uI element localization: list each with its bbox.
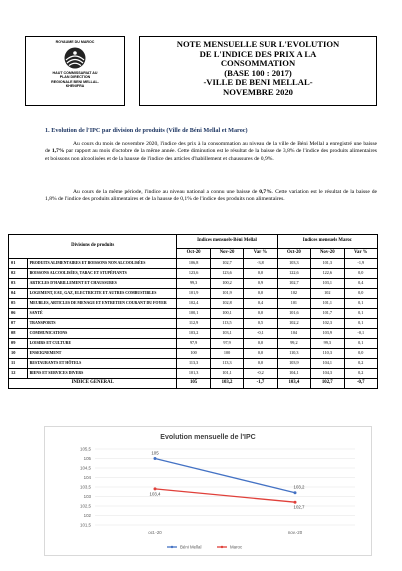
index-value: 0,2	[344, 359, 378, 369]
group-beni-mellal: Indices mensuels-Béni Mellal	[177, 235, 277, 249]
index-value: 113,5	[210, 319, 243, 329]
index-value: 0,0	[244, 269, 277, 279]
index-value: -0,1	[244, 329, 277, 339]
index-value: 101,1	[311, 299, 344, 309]
y-tick-label: 102	[83, 513, 91, 519]
table-row	[9, 349, 378, 359]
index-value: 113,3	[177, 359, 210, 369]
group-maroc: Indices mensuels Maroc	[277, 235, 377, 249]
table-row	[9, 279, 378, 289]
index-value: 100	[210, 349, 243, 359]
data-point	[294, 501, 297, 504]
index-value: 0,1	[344, 319, 378, 329]
total-value: -1,7	[244, 379, 277, 389]
index-value: 103,1	[311, 279, 344, 289]
y-tick-label: 105,5	[80, 446, 91, 452]
division-code: 12	[9, 369, 28, 379]
division-code: 09	[9, 339, 28, 349]
table-row	[9, 339, 378, 349]
index-value: 0,4	[244, 299, 277, 309]
index-value: 0,0	[244, 289, 277, 299]
index-value: 0,0	[344, 269, 378, 279]
division-code: 07	[9, 319, 28, 329]
index-value: 97,9	[210, 339, 243, 349]
y-tick-label: 104	[83, 475, 91, 481]
chart-title: Evolution mensuelle de l'IPC	[160, 434, 256, 441]
ipc-chart-svg	[45, 427, 371, 555]
index-value: 104,3	[311, 369, 344, 379]
data-label: 103,4	[149, 491, 161, 497]
index-value: 122,6	[277, 269, 310, 279]
division-label: TRANSPORTS	[27, 319, 177, 329]
data-label: 102,7	[293, 504, 305, 510]
index-value: 0,5	[244, 319, 277, 329]
y-tick-label: 101,5	[80, 522, 91, 528]
index-value: 123,6	[210, 269, 243, 279]
data-label: 103,2	[293, 484, 305, 490]
index-value: 0,0	[244, 309, 277, 319]
index-value: 110,3	[311, 349, 344, 359]
ipc-chart	[44, 426, 372, 556]
index-value: 100,1	[177, 309, 210, 319]
index-value: 0,4	[344, 279, 378, 289]
document-header	[25, 36, 377, 106]
division-label: BIENS ET SERVICES DIVERS	[27, 369, 177, 379]
index-value: 100	[177, 349, 210, 359]
total-value: -0,7	[344, 379, 378, 389]
division-label: SANTÉ	[27, 309, 177, 319]
sub-header: Nov-20	[311, 249, 344, 259]
index-value: 101,3	[177, 369, 210, 379]
y-tick-label: 105	[83, 456, 91, 462]
index-value: 102,8	[210, 299, 243, 309]
table-row	[9, 359, 378, 369]
y-tick-label: 102,5	[80, 503, 91, 509]
index-value: 0,0	[244, 339, 277, 349]
table-row	[9, 259, 378, 269]
data-point	[154, 487, 157, 490]
org-line-4: KHENIFRA	[65, 83, 85, 88]
index-value: 122,6	[311, 269, 344, 279]
division-code: 11	[9, 359, 28, 369]
index-value: -3,8	[244, 259, 277, 269]
index-value: 101,9	[177, 289, 210, 299]
org-country: ROYAUME DU MAROC	[55, 40, 95, 44]
y-tick-label: 103,5	[80, 484, 91, 490]
title-line-2: DE L'INDICE DES PRIX A LA	[199, 48, 317, 59]
title-line-1: NOTE MENSUELLE SUR L'EVOLUTION	[176, 39, 340, 49]
index-value: -1,9	[344, 259, 378, 269]
sub-header: Oct-20	[177, 249, 210, 259]
p1-text-start: Au cours du mois de novembre 2020, l'indice des prix à la consommation au niveau de la ville de Béni Mellal a enregistré une baisse de	[45, 141, 377, 155]
org-line-3: REGIONALE BENI MELLAL-	[51, 79, 99, 84]
index-value: 104,1	[277, 369, 310, 379]
x-tick-label: oct.-20	[148, 530, 162, 535]
index-value: 0,1	[344, 309, 378, 319]
table-row	[9, 299, 378, 309]
index-value: 103,3	[277, 259, 310, 269]
index-value: 99,3	[177, 279, 210, 289]
index-value: 99,3	[311, 339, 344, 349]
table-row-total	[9, 379, 378, 389]
col-divisions: Divisions de produits	[9, 235, 177, 259]
index-value: 102,7	[277, 279, 310, 289]
index-value: 0,2	[344, 369, 378, 379]
legend-label: Maroc	[230, 544, 243, 550]
org-line-2: PLAN DIRECTION	[59, 75, 91, 80]
note-title	[139, 36, 377, 106]
p2-text-start: Au cours de la même période, l'indice au niveau national a connu une baisse de	[73, 189, 260, 195]
index-value: 100,2	[210, 279, 243, 289]
table-row	[9, 289, 378, 299]
p1-bold-value: 1,7%	[51, 148, 65, 155]
index-value: 110,3	[277, 349, 310, 359]
legend-label: Béni Mellal	[180, 544, 202, 550]
index-value: 102,3	[311, 319, 344, 329]
division-label: LOISIRS ET CULTURE	[27, 339, 177, 349]
x-tick-label: nov.-20	[287, 530, 303, 535]
index-value: 0,0	[244, 359, 277, 369]
division-label: BOISSONS ALCOOLISÉES, TABAC ET STUPÉFIANTS	[27, 269, 177, 279]
table-row	[9, 329, 378, 339]
table-row	[9, 309, 378, 319]
division-label: MEUBLES, ARTICLES DE MENAGE ET ENTRETIEN COURANT DU FOYER	[27, 299, 177, 309]
division-code: 02	[9, 269, 28, 279]
paragraph-maroc	[45, 189, 377, 204]
index-value: 103,9	[311, 329, 344, 339]
index-value: 123,6	[177, 269, 210, 279]
index-value: 102,7	[210, 259, 243, 269]
index-value: 101,6	[277, 309, 310, 319]
p2-text-end: . Cette variation est le résultat de la baisse de 1,8% de l'indice des produits alimentaires et de la hausse de 0,1% de l'indice des produits non alimentaires.	[45, 189, 377, 203]
index-value: 101,3	[311, 259, 344, 269]
division-code: 05	[9, 299, 28, 309]
division-label: COMMUNICATIONS	[27, 329, 177, 339]
series-line-0	[155, 459, 295, 493]
total-value: 105	[177, 379, 210, 389]
ipc-division-table	[8, 234, 378, 389]
data-label: 105	[151, 450, 159, 456]
p2-bold-value: 0,7%	[259, 189, 272, 195]
hcp-logo-icon	[60, 46, 90, 70]
legend-marker	[221, 546, 223, 548]
index-value: -0,1	[344, 329, 378, 339]
index-value: 101,7	[311, 309, 344, 319]
sub-header: Nov-20	[210, 249, 243, 259]
paragraph-beni-mellal	[45, 141, 377, 163]
index-value: 103,2	[177, 329, 210, 339]
index-value: 100,1	[210, 309, 243, 319]
index-value: 97,9	[177, 339, 210, 349]
index-value: 102	[277, 289, 310, 299]
total-value: 102,7	[311, 379, 344, 389]
y-tick-label: 103	[83, 494, 91, 500]
org-line-1: HAUT COMMISSARIAT AU	[52, 71, 98, 75]
table-row	[9, 369, 378, 379]
index-value: 0,0	[344, 349, 378, 359]
y-tick-label: 104,5	[80, 465, 91, 471]
division-label: ENSEIGNEMENT	[27, 349, 177, 359]
index-value: 0,0	[344, 289, 378, 299]
index-value: 102	[311, 289, 344, 299]
title-line-3: CONSOMMATION	[220, 58, 296, 69]
series-line-1	[155, 489, 295, 502]
total-label: INDICE GENERAL	[9, 379, 177, 389]
index-value: 0,9	[244, 279, 277, 289]
section-heading: 1. Evolution de l'IPC par division de produits (Ville de Béni Mellal et Maroc)	[45, 127, 248, 134]
title-line-6: NOVEMBRE 2020	[223, 86, 293, 97]
division-label: LOGEMENT, EAU, GAZ, ELECTRICITE ET AUTRES COMBUSTIBLES	[27, 289, 177, 299]
index-value: 102,2	[277, 319, 310, 329]
hcp-logo-block	[25, 36, 125, 106]
index-value: 101	[277, 299, 310, 309]
index-value: 99,2	[277, 339, 310, 349]
index-value: 113,3	[210, 359, 243, 369]
data-point	[294, 491, 297, 494]
division-code: 04	[9, 289, 28, 299]
division-code: 03	[9, 279, 28, 289]
sub-header: Oct-20	[277, 249, 310, 259]
total-value: 103,4	[277, 379, 310, 389]
index-value: 103,9	[277, 359, 310, 369]
data-point	[154, 457, 157, 460]
table-row	[9, 269, 378, 279]
division-code: 10	[9, 349, 28, 359]
division-label: ARTICLES D'HABILLEMENT ET CHAUSSURES	[27, 279, 177, 289]
index-value: 0,0	[244, 349, 277, 359]
index-value: -0,2	[244, 369, 277, 379]
index-value: 103,1	[210, 329, 243, 339]
index-value: 112,9	[177, 319, 210, 329]
index-value: 101,1	[210, 369, 243, 379]
title-line-4: (BASE 100 : 2017)	[224, 67, 292, 78]
index-value: 101,9	[210, 289, 243, 299]
division-code: 06	[9, 309, 28, 319]
division-code: 01	[9, 259, 28, 269]
division-label: PRODUITS ALIMENTAIRES ET BOISSONS NON ALCOOLISÉES	[27, 259, 177, 269]
table-row	[9, 319, 378, 329]
index-value: 102,4	[177, 299, 210, 309]
p1-text-end: par rapport au mois d'octobre de la même année. Cette diminution est le résultat de la baisse de 3,8% de l'indice des produits alimentaires et boissons non alcoolisées et de la hausse de l'indice des articles d'habillement et chaussures de 0,9%.	[45, 148, 377, 162]
sub-header: Var %	[344, 249, 378, 259]
division-code: 08	[9, 329, 28, 339]
total-value: 103,2	[210, 379, 243, 389]
index-value: 106,8	[177, 259, 210, 269]
index-value: 0,1	[344, 299, 378, 309]
index-value: 104,1	[311, 359, 344, 369]
division-label: RESTAURANTS ET HÔTELS	[27, 359, 177, 369]
legend-marker	[171, 546, 173, 548]
index-value: 104	[277, 329, 310, 339]
index-value: 0,1	[344, 339, 378, 349]
sub-header: Var %	[244, 249, 277, 259]
title-line-5: -VILLE DE BENI MELLAL-	[203, 77, 313, 88]
